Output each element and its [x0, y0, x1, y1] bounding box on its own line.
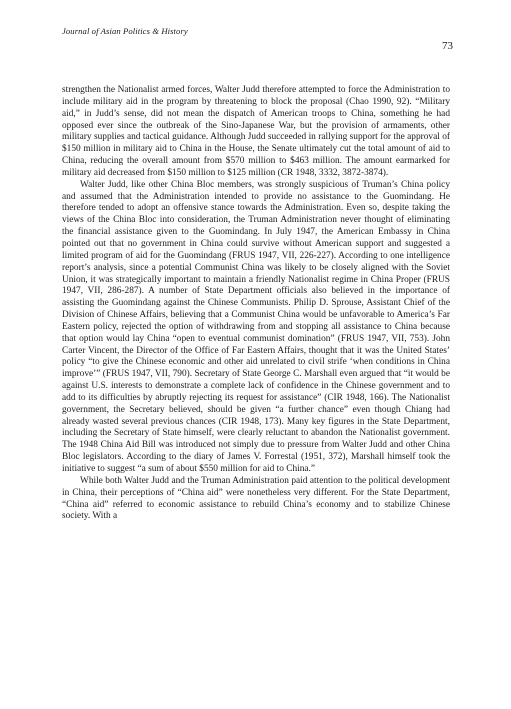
journal-title: Journal of Asian Politics & History — [62, 26, 188, 36]
paragraph-2: Walter Judd, like other China Bloc members, was strongly suspicious of Truman’s China policy and assumed that the Administration intended to provide no assistance to the Guomindang. He therefore tended to adopt an offensive stance towards the Administration. Even so, despite taking the views of the China Bloc into consideration, the Truman Administration never thought of eliminating the financial assistance given to the Guomindang. In July 1947, the American Embassy in China pointed out that no government in China could survive without American support and suggested a limited program of aid for the Guomindang (FRUS 1947, VII, 226-227). According to one intelligence report’s analysis, since a potential Communist China was likely to be closely aligned with the Soviet Union, it was strategically important to maintain a friendly Nationalist regime in China Proper (FRUS 1947, VII, 286-287). A number of State Department officials also believed in the importance of assisting the Guomindang against the Chinese Communists. Philip D. Sprouse, Assistant Chief of the Division of Chinese Affairs, believing that a Communist China would be unfavorable to America’s Far Eastern policy, rejected the option of withdrawing from and stopping all assistance to China because that option would lay China “open to eventual communist domination” (FRUS 1947, VII, 753). John Carter Vincent, the Director of the Office of Far Eastern Affairs, thought that it was the United States’ policy “to give the Chinese economic and other aid unrelated to civil strife ‘when conditions in China improve’” (FRUS 1947, VII, 790). Secretary of State George C. Marshall even argued that “it would be against U.S. interests to demonstrate a complete lack of confidence in the Chinese government and to add to its difficulties by abruptly rejecting its request for assistance” (CIR 1948, 166). The Nationalist government, the Secretary believed, should be given “a further chance” even though Chiang had already wasted several previous chances (CIR 1948, 173). Many key figures in the State Department, including the Secretary of State himself, were clearly reluctant to abandon the Nationalist government. The 1948 China Aid Bill was introduced not simply due to pressure from Walter Judd and other China Bloc legislators. According to the diary of James V. Forrestal (1951, 372), Marshall himself took the initiative to suggest “a sum of about $550 million for aid to China.” — [62, 179, 450, 474]
paragraph-1: strengthen the Nationalist armed forces, Walter Judd therefore attempted to force the Administration to include military aid in the program by threatening to block the proposal (Chao 1990, 92). “Military aid,” in Judd’s sense, did not mean the dispatch of American troops to China, something he had opposed ever since the outbreak of the Sino-Japanese War, but the provision of armaments, other military supplies and tactical guidance. Although Judd succeeded in rallying support for the approval of $150 million in military aid to China in the House, the Senate ultimately cut the total amount of aid to China, reducing the overall amount from $570 million to $463 million. The amount earmarked for military aid decreased from $150 million to $125 million (CR 1948, 3332, 3872-3874). — [62, 85, 450, 178]
page-number: 73 — [442, 40, 453, 52]
paragraph-3: While both Walter Judd and the Truman Administration paid attention to the political development in China, their perceptions of “China aid” were nonetheless very different. For the State Department, “China aid” referred to economic assistance to rebuild China’s economy and to stabilize Chinese society. With a — [62, 475, 450, 522]
article-body — [62, 85, 450, 523]
